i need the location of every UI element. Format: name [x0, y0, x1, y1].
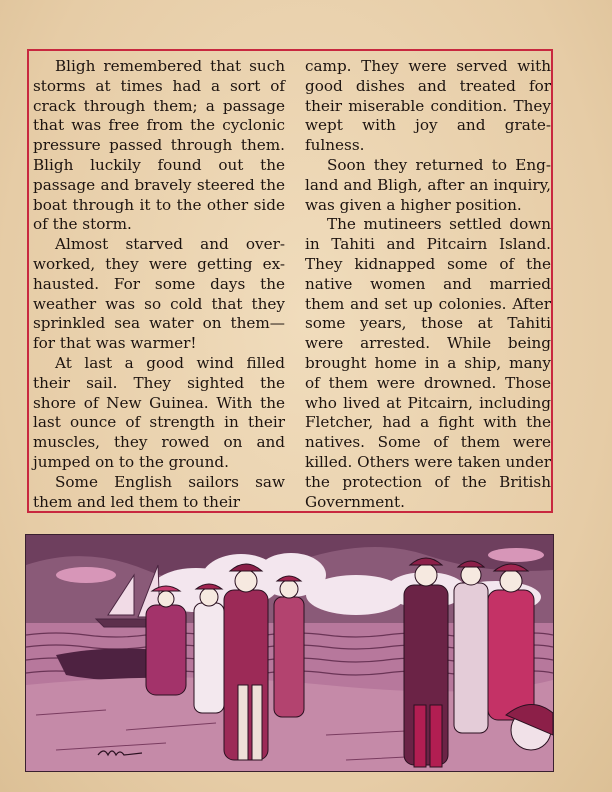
paragraph: At last a good wind filled their sail. They sighted the shore of New Guinea. With the last ounce of strength in their muscles, they rowed on and jumped on to the ground.: [33, 353, 285, 471]
paragraph: Almost starved and over-worked, they were getting ex-hausted. For some days the weather was so cold that they sprinkled sea water on them—for that was warmer!: [33, 235, 285, 353]
paragraph: Bligh remembered that such storms at times had a sort of crack through them; a passage that was free from the cyclonic pressure passed through them. Bligh luckily found out the passage and bravely steered the boat through it to the other side of the storm.: [33, 57, 285, 234]
sailors-meeting-illustration: [25, 534, 554, 772]
paragraph: The mutineers settled down in Tahiti and Pitcairn Island. They kidnapped some of the native women and married them and set up colonies. After some years, those at Tahiti were arrested. While being brought home in a ship, many of them were drowned. Those who lived at Pitcairn, including Fletcher, had a fight with the natives. Some of them were killed. Others were taken under the protection of the British Government.: [305, 215, 551, 511]
paragraph: Some English sailors saw them and led them to their: [33, 472, 285, 511]
paragraph: camp. They were served with good dishes and treated for their miserable condition. They wept with joy and grate-fulness.: [305, 57, 551, 155]
article-text-frame: [27, 49, 553, 513]
right-column: [305, 57, 551, 512]
paragraph: Soon they returned to Eng-land and Bligh, after an inquiry, was given a higher position.: [305, 155, 551, 214]
left-column: [33, 57, 285, 512]
illustration-drawing: [26, 535, 553, 771]
